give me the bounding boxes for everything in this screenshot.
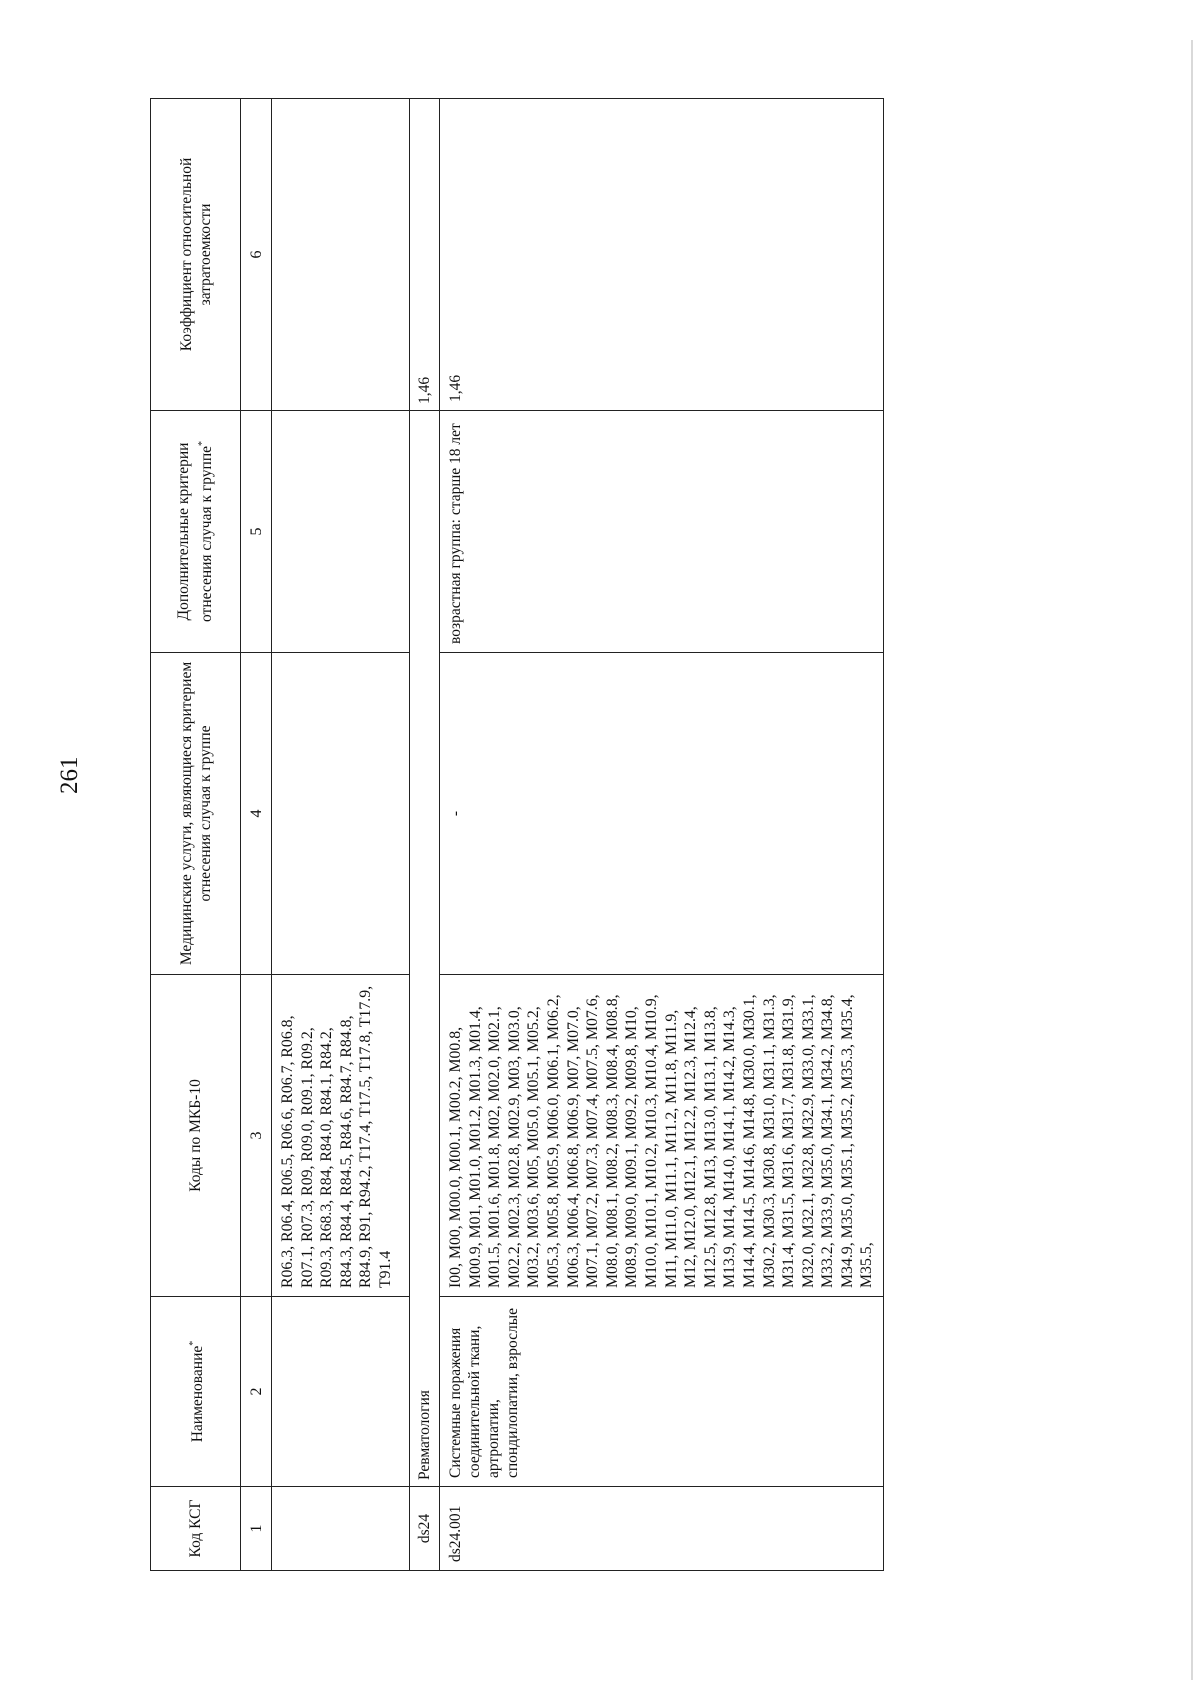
continuation-services-cell [272, 653, 410, 975]
section-name: Ревматология [410, 411, 440, 1487]
table-row [440, 99, 884, 1571]
column-number-row [241, 99, 272, 1571]
header-medical-services: Медицинские услуги, являющиеся критерием отнесения случая к группе [151, 653, 241, 975]
continuation-criteria-cell [272, 411, 410, 653]
continuation-row [272, 99, 410, 1571]
continuation-coefficient-cell [272, 99, 410, 411]
row-criteria: возрастная группа: старше 18 лет [440, 411, 884, 653]
continuation-code-cell [272, 1487, 410, 1571]
header-icd-codes: Коды по МКБ-10 [151, 975, 241, 1297]
column-number: 6 [241, 99, 272, 411]
header-row [151, 99, 241, 1571]
section-code: ds24 [410, 1487, 440, 1571]
column-number: 2 [241, 1297, 272, 1487]
scan-edge-line [1191, 40, 1193, 1680]
continuation-name-cell [272, 1297, 410, 1487]
page-number: 261 [56, 756, 83, 794]
section-coefficient: 1,46 [410, 99, 440, 411]
continuation-icd-codes: R06.3, R06.4, R06.5, R06.6, R06.7, R06.8, R07.1, R07.3, R09, R09.0, R09.1, R09.2, R09.3, R68.3, R84, R84.0, R84.1, R84.2, R84.3, R84.4, R84.5, R84.6, R84.7, R84.8, R84.9, R91, R94.2, T17.4, T17.5, T17.8, T17.9, T91.4 [272, 975, 410, 1297]
rotated-table-container [150, 99, 1093, 1571]
row-name: Системные поражения соединительной ткани, артропатии, спондилопатии, взрослые [440, 1297, 884, 1487]
row-code: ds24.001 [440, 1487, 884, 1571]
row-icd-codes: I00, M00, M00.0, M00.1, M00.2, M00.8, M00.9, M01, M01.0, M01.2, M01.3, M01.4, M01.5, M01.6, M01.8, M02, M02.0, M02.1, M02.2, M02.3, M02.8, M02.9, M03, M03.0, M03.2, M03.6, M05, M05.0, M05.1, M05.2, M05.3, M05.8, M05.9, M06.0, M06.1, M06.2, M06.3, M06.4, M06.8, M06.9, M07, M07.0, M07.1, M07.2, M07.3, M07.4, M07.5, M07.6, M08.0, M08.1, M08.2, M08.3, M08.4, M08.8, M08.9, M09.0, M09.1, M09.2, M09.8, M10, M10.0, M10.1, M10.2, M10.3, M10.4, M10.9, M11, M11.0, M11.1, M11.2, M11.8, M11.9, M12, M12.0, M12.1, M12.2, M12.3, M12.4, M12.5, M12.8, M13, M13.0, M13.1, M13.8, M13.9, M14, M14.0, M14.1, M14.2, M14.3, M14.4, M14.5, M14.6, M14.8, M30.0, M30.1, M30.2, M30.3, M30.8, M31.0, M31.1, M31.3, M31.4, M31.5, M31.6, M31.7, M31.8, M31.9, M32.0, M32.1, M32.8, M32.9, M33.0, M33.1, M33.2, M33.9, M35.0, M34.1, M34.2, M34.8, M34.9, M35.0, M35.1, M35.2, M35.3, M35.4, M35.5, [440, 975, 884, 1297]
header-coefficient: Коэффициент относительной затратоемкости [151, 99, 241, 411]
column-number: 4 [241, 653, 272, 975]
column-number: 3 [241, 975, 272, 1297]
header-ksg-code: Код КСГ [151, 1487, 241, 1571]
ksg-table [150, 98, 884, 1571]
header-additional-criteria: Дополнительные критерии отнесения случая к группе* [151, 411, 241, 653]
section-row [410, 99, 440, 1571]
row-services: - [440, 653, 884, 975]
row-coefficient: 1,46 [440, 99, 884, 411]
column-number: 5 [241, 411, 272, 653]
column-number: 1 [241, 1487, 272, 1571]
header-name: Наименование* [151, 1297, 241, 1487]
